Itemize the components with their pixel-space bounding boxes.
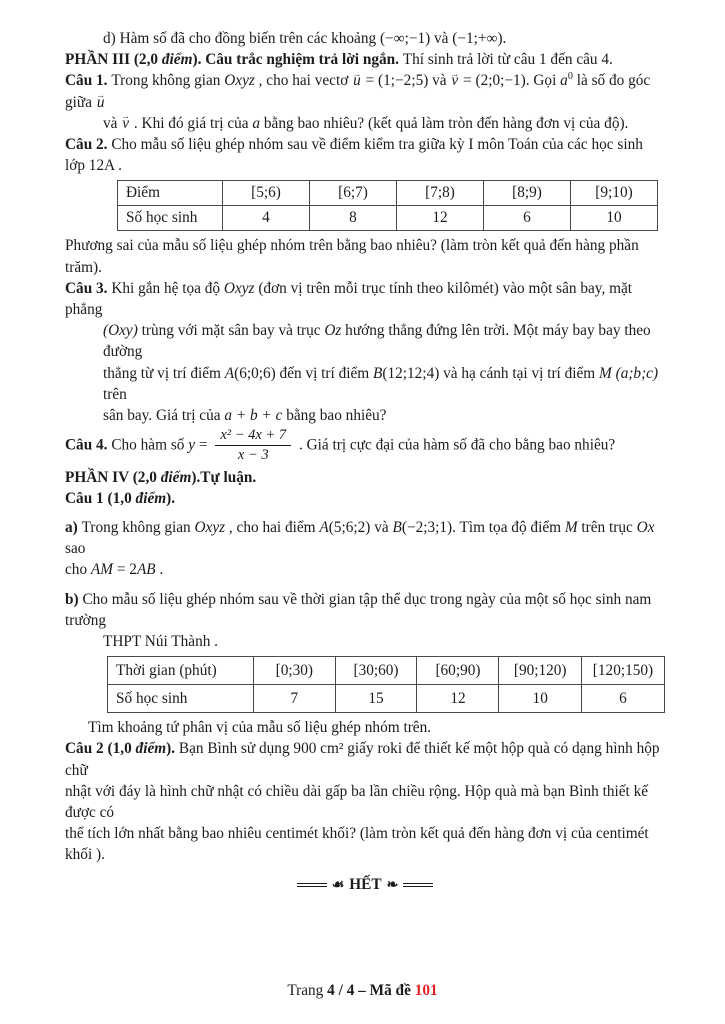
text-run: Khi gắn hệ tọa độ [111,279,224,297]
statement-d [65,28,665,49]
time-table [107,656,665,713]
text-run: (12;12;4) và hạ cánh tại vị trí điểm [382,364,600,382]
text-run: PHẦN III (2,0 [65,51,162,69]
cau2-tl-line1 [65,738,665,780]
cau3-line3 [65,363,665,405]
text-run: trùng với mặt sân bay và trục [137,322,325,340]
fraction [215,427,291,463]
text-run: b) [65,590,83,608]
text-run: A [224,364,235,382]
text-run: u → [96,92,106,113]
table-cell: [0;30) [254,657,335,685]
table-cell: [6;7) [310,181,397,206]
table-cell: Điểm [118,181,223,206]
text-run: u → [352,70,362,91]
text-run: , cho hai điểm [225,519,320,536]
footer-page-label: Trang [287,982,328,999]
text-run: Câu 1. [65,72,112,90]
table-cell: [5;6) [223,181,310,206]
text-run: trên [103,385,127,403]
text-run: = (1;−2;5) và [361,72,451,90]
text-run: sân bay. Giá trị của [103,407,225,425]
text-run: bằng bao nhiêu? [282,407,387,425]
fraction-denominator: x − 3 [237,446,269,463]
text-run: ). [166,489,176,507]
text-run: = [195,436,212,454]
text-run: v → [450,70,459,91]
exam-content [65,28,665,894]
text-run: điểm [160,468,192,486]
text-run: . [155,561,164,579]
table-cell: 6 [484,206,571,231]
text-run: THPT Núi Thành . [103,633,219,651]
cau4-line [65,428,665,464]
end-rule-right [403,883,433,887]
text-run: sao [65,540,86,558]
table-row [118,206,658,231]
text-run: hướng thẳng đứng lên trời. Một máy bay bay theo đường [103,322,651,361]
text-run: B [392,519,402,536]
text-run: . Giá trị cực đại của hàm số đã cho bằng bao nhiêu? [295,436,616,454]
table-cell: 6 [581,685,664,713]
table-row [118,181,658,206]
cau3-line4 [65,405,665,426]
text-run: Trong không gian [111,72,225,90]
text-run: (−2;3;1). Tìm tọa độ điểm [401,519,565,536]
text-run: AM [90,561,114,579]
table-cell: [60;90) [417,657,499,685]
text-run: Cho hàm số [111,436,189,454]
end-marker [65,876,665,894]
text-run: Bạn Bình sử dụng 900 cm² giấy roki để thiết kế một hộp quà có dạng hình hộp chữ [65,740,660,779]
cau1b-line2 [65,631,665,652]
text-run: (5;6;2) và [328,519,393,536]
end-label: HẾT [349,875,382,893]
table-cell: [8;9) [484,181,571,206]
table-cell: [120;150) [581,657,664,685]
text-run: Câu 1 (1,0 [65,489,136,507]
text-run: PHẦN IV (2,0 [65,468,161,486]
table-cell: 4 [223,206,310,231]
cau2-tl-line3 [65,823,665,865]
fleuron-right-icon: ❧ [386,878,399,894]
text-run: là số đo góc giữa [65,72,651,111]
text-run: d) Hàm số đã cho đồng biến trên các khoảng (−∞;−1) và (−1;+∞). [103,30,507,47]
text-run: Ox [636,519,655,536]
text-run: AB [136,561,156,579]
text-run: thể tích lớn nhất bằng bao nhiêu centimét khối? (làm tròn kết quả đến hàng đơn vị của centimét khối ). [65,825,649,864]
table-cell: [9;10) [571,181,658,206]
text-run: bằng bao nhiêu? (kết quả làm tròn đến hàng đơn vị của độ). [260,114,629,132]
text-run: Phương sai của mẫu số liệu ghép nhóm trên bằng bao nhiêu? (làm tròn kết quả đến hàng phần trăm). [65,237,639,276]
text-run: M [564,519,578,536]
page-footer [0,982,725,1000]
text-run: Cho mẫu số liệu ghép nhóm sau về điểm kiểm tra giữa kỳ I môn Toán của các học sinh lớp 12A . [65,136,643,175]
fraction-numerator: x² − 4x + 7 [215,427,291,446]
part3-heading [65,49,665,70]
text-run: điểm [135,489,167,507]
fleuron-left-icon: ☙ [331,878,345,894]
text-run: ). Câu trắc nghiệm trả lời ngắn. [192,51,403,69]
table-cell: 7 [254,685,335,713]
cau3-line2 [65,320,665,362]
table-cell: [7;8) [397,181,484,206]
cau3-line1 [65,278,665,320]
text-run: Oxyz [223,279,255,297]
part4-heading [65,467,665,488]
cau1b-question [65,717,665,738]
end-rule-left [297,883,327,887]
text-run: . Khi đó giá trị của [130,114,253,132]
footer-page-info: 4 / 4 – Mã đề [327,982,415,999]
table-cell: 8 [310,206,397,231]
text-run: A [319,519,329,536]
table-cell: 12 [417,685,499,713]
text-run: Trong không gian [81,519,195,536]
text-run: Cho mẫu số liệu ghép nhóm sau về thời gian tập thể dục trong ngày của một số học sinh nam trường [65,590,652,629]
text-run: Oxyz [194,519,226,536]
text-run: Câu 3. [65,279,112,297]
text-run: nhật với đáy là hình chữ nhật có chiều dài gấp ba lần chiều rộng. Hộp quà mà bạn Bình thiết kế được có [65,782,649,822]
table-cell: Số học sinh [118,206,223,231]
text-run: ). [166,740,179,758]
text-run: Câu 4. [65,436,112,454]
text-run: Oxyz [224,72,255,90]
text-run: điểm [135,740,167,758]
text-run: v → [121,113,130,134]
table-row [108,657,665,685]
table-cell: Số học sinh [108,685,254,713]
text-run: thẳng từ vị trí điểm [103,364,225,382]
cau1a-line2 [65,559,665,580]
footer-exam-code: 101 [414,982,438,999]
text-run: Câu 2 (1,0 [65,740,136,758]
table-row [108,685,665,713]
table-cell: Thời gian (phút) [108,657,254,685]
cau1-tl-heading [65,488,665,509]
text-run: (đơn vị trên mỗi trục tính theo kilômét) vào một sân bay, mặt phẳng [65,279,633,319]
cau2-question [65,235,665,277]
text-run: và [103,114,122,132]
text-run: Câu 2. [65,136,112,154]
text-run: = (2;0;−1). Gọi [459,72,561,90]
text-run: B [373,364,383,382]
table-cell: [90;120) [499,657,581,685]
text-run: (6;0;6) đến vị trí điểm [234,364,374,382]
text-run: M (a;b;c) [599,364,659,382]
text-run: (Oxy) [103,322,138,340]
cau2-line1 [65,134,665,176]
text-run: a [560,72,568,90]
cau1-line2 [65,113,665,134]
text-run: Tìm khoảng tứ phân vị của mẫu số liệu ghép nhóm trên. [88,719,432,737]
cau1a-line1 [65,517,665,559]
table-cell: 12 [397,206,484,231]
text-run: cho [65,561,91,579]
cau2-tl-line2 [65,781,665,823]
score-table [117,180,658,231]
text-run: điểm [161,51,193,69]
text-run: a) [65,519,82,536]
text-run: y [188,436,196,454]
text-run: Oz [324,322,342,340]
table-cell: [30;60) [335,657,417,685]
table-cell: 10 [571,206,658,231]
text-run: = 2 [113,561,137,579]
text-run: 0 [567,71,573,83]
cau1-line1 [65,70,665,112]
text-run: a + b + c [224,407,283,425]
text-run: a [252,114,261,132]
table-cell: 15 [335,685,417,713]
text-run: Thí sinh trả lời từ câu 1 đến câu 4. [402,51,613,69]
cau1b-line1 [65,589,665,631]
text-run: trên trục [577,519,637,536]
text-run: , cho hai vectơ [254,72,353,90]
text-run: ).Tự luận. [191,468,257,486]
table-cell: 10 [499,685,581,713]
